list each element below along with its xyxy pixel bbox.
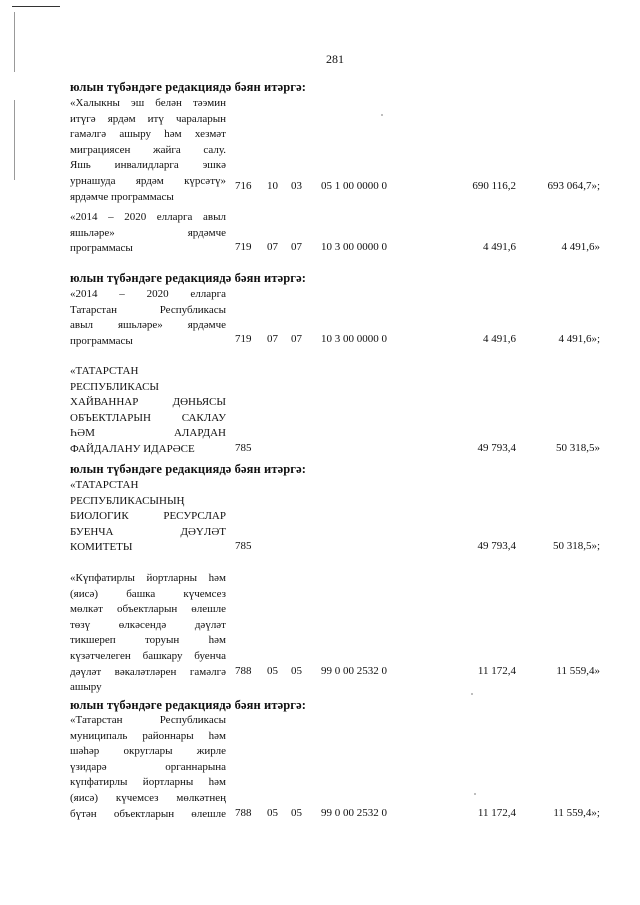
description-line: күпфатирлы йортларны һәм (70, 776, 226, 789)
description-line: авыл яшьләре» ярдәмче (70, 319, 226, 332)
description-line: бүтән объектларын өлешле (70, 807, 226, 820)
description-line: итүгә ярдәм итү чараларын (70, 112, 226, 125)
entry-description (70, 571, 226, 696)
entry-heading: юлын түбәндәге редакциядә бәян итәргә: (70, 698, 306, 712)
description-line: ФАЙДАЛАНУ ИДАРӘСЕ (70, 442, 195, 455)
description-line: ашыру (70, 681, 102, 694)
description-line: (яисә) күчемсез мөлкәтнең (70, 791, 226, 804)
description-line: «2014 – 2020 елларга (70, 288, 226, 300)
amount-year-1: 11 172,4 (477, 665, 516, 677)
scan-speck (474, 793, 476, 795)
target-article-code: 05 1 00 0000 0 (321, 180, 387, 192)
entry-description (70, 210, 226, 257)
scan-speck (471, 693, 473, 695)
entry-description (70, 287, 226, 349)
section-code: 07 (267, 333, 278, 345)
entry-heading: юлын түбәндәге редакциядә бәян итәргә: (70, 462, 306, 476)
amount-year-1: 4 491,6 (483, 241, 516, 253)
ministry-code: 719 (235, 241, 252, 253)
amount-year-1: 49 793,4 (477, 442, 516, 454)
description-line: РЕСПУБЛИКАСЫ (70, 380, 160, 393)
ministry-code: 785 (235, 540, 252, 552)
section-code: 05 (267, 665, 278, 677)
target-article-code: 10 3 00 0000 0 (321, 333, 387, 345)
description-line: шәһәр округлары жирле (70, 745, 226, 758)
entry-heading: юлын түбәндәге редакциядә бәян итәргә: (70, 271, 306, 285)
ministry-code: 719 (235, 333, 252, 345)
ministry-code: 788 (235, 807, 252, 819)
subsection-code: 03 (291, 180, 302, 192)
subsection-code: 05 (291, 807, 302, 819)
section-code: 07 (267, 241, 278, 253)
amount-year-2: 50 318,5» (556, 442, 600, 454)
description-line: тикшереп торуын һәм (70, 634, 226, 647)
description-line: мөлкәт объектларын өлешле (70, 603, 226, 616)
description-line: Татарстан Республикасы (70, 303, 226, 316)
description-line: «Татарстан Республикасы (70, 714, 226, 726)
entry-description (70, 96, 226, 205)
description-line: күзәтчелеген башкару буенча (70, 649, 226, 662)
target-article-code: 99 0 00 2532 0 (321, 807, 387, 819)
amount-year-1: 11 172,4 (477, 807, 516, 819)
amount-year-1: 4 491,6 (483, 333, 516, 345)
ministry-code: 716 (235, 180, 252, 192)
section-code: 05 (267, 807, 278, 819)
entry-description (70, 478, 226, 556)
amount-year-2: 4 491,6»; (558, 333, 600, 345)
scan-edge-line (14, 100, 15, 180)
section-code: 10 (267, 180, 278, 192)
description-line: миграциясен жайга салу. (70, 143, 226, 156)
amount-year-1: 690 116,2 (472, 180, 516, 192)
description-line: ХАЙВАННАР ДӨНЬЯСЫ (70, 396, 226, 409)
entry-description (70, 713, 226, 822)
description-line: РЕСПУБЛИКАСЫНЫҢ (70, 494, 185, 507)
entry-description (70, 364, 226, 458)
description-line: (яисә) башка күчемсез (70, 587, 226, 600)
description-line: үзидарә органнарына (70, 760, 226, 773)
amount-year-2: 50 318,5»; (552, 540, 600, 552)
description-line: муниципаль районнары һәм (70, 729, 226, 742)
description-line: «2014 – 2020 елларга авыл (70, 211, 226, 223)
description-line: урнашуда ярдәм күрсәтү» (70, 174, 226, 187)
description-line: төзү өлкәсендә дәүләт (70, 618, 226, 631)
description-line: программасы (70, 334, 133, 347)
subsection-code: 05 (291, 665, 302, 677)
description-line: ярдәмче программасы (70, 190, 174, 203)
amount-year-1: 49 793,4 (477, 540, 516, 552)
subsection-code: 07 (291, 333, 302, 345)
description-line: «ТАТАРСТАН (70, 479, 139, 491)
description-line: БУЕНЧА ДӘҮЛӘТ (70, 525, 226, 538)
description-line: КОМИТЕТЫ (70, 541, 133, 554)
description-line: ҺӘМ АЛАРДАН (70, 427, 226, 440)
amount-year-2: 11 559,4» (556, 665, 600, 677)
amount-year-2: 693 064,7»; (547, 180, 600, 192)
description-line: Яшь инвалидларга эшкә (70, 159, 226, 172)
ministry-code: 785 (235, 442, 252, 454)
header-rule (12, 6, 60, 7)
description-line: «Халыкны эш белән тәэмин (70, 97, 226, 109)
description-line: программасы (70, 242, 133, 255)
scan-edge-line (14, 12, 15, 72)
description-line: «Күпфатирлы йортларны һәм (70, 572, 226, 584)
description-line: дәүләт вәкаләтләрен гамәлгә (70, 665, 226, 678)
entry-heading: юлын түбәндәге редакциядә бәян итәргә: (70, 80, 306, 94)
description-line: «ТАТАРСТАН (70, 365, 139, 377)
amount-year-2: 11 559,4»; (553, 807, 600, 819)
ministry-code: 788 (235, 665, 252, 677)
description-line: БИОЛОГИК РЕСУРСЛАР (70, 510, 226, 523)
description-line: гамәлгә ашыру һәм хезмәт (70, 128, 226, 141)
scan-speck (381, 114, 383, 116)
description-line: яшьләре» ярдәмче (70, 226, 226, 239)
subsection-code: 07 (291, 241, 302, 253)
page-number: 281 (326, 52, 344, 66)
description-line: ОБЪЕКТЛАРЫН САКЛАУ (70, 411, 226, 424)
amount-year-2: 4 491,6» (561, 241, 600, 253)
target-article-code: 10 3 00 0000 0 (321, 241, 387, 253)
target-article-code: 99 0 00 2532 0 (321, 665, 387, 677)
